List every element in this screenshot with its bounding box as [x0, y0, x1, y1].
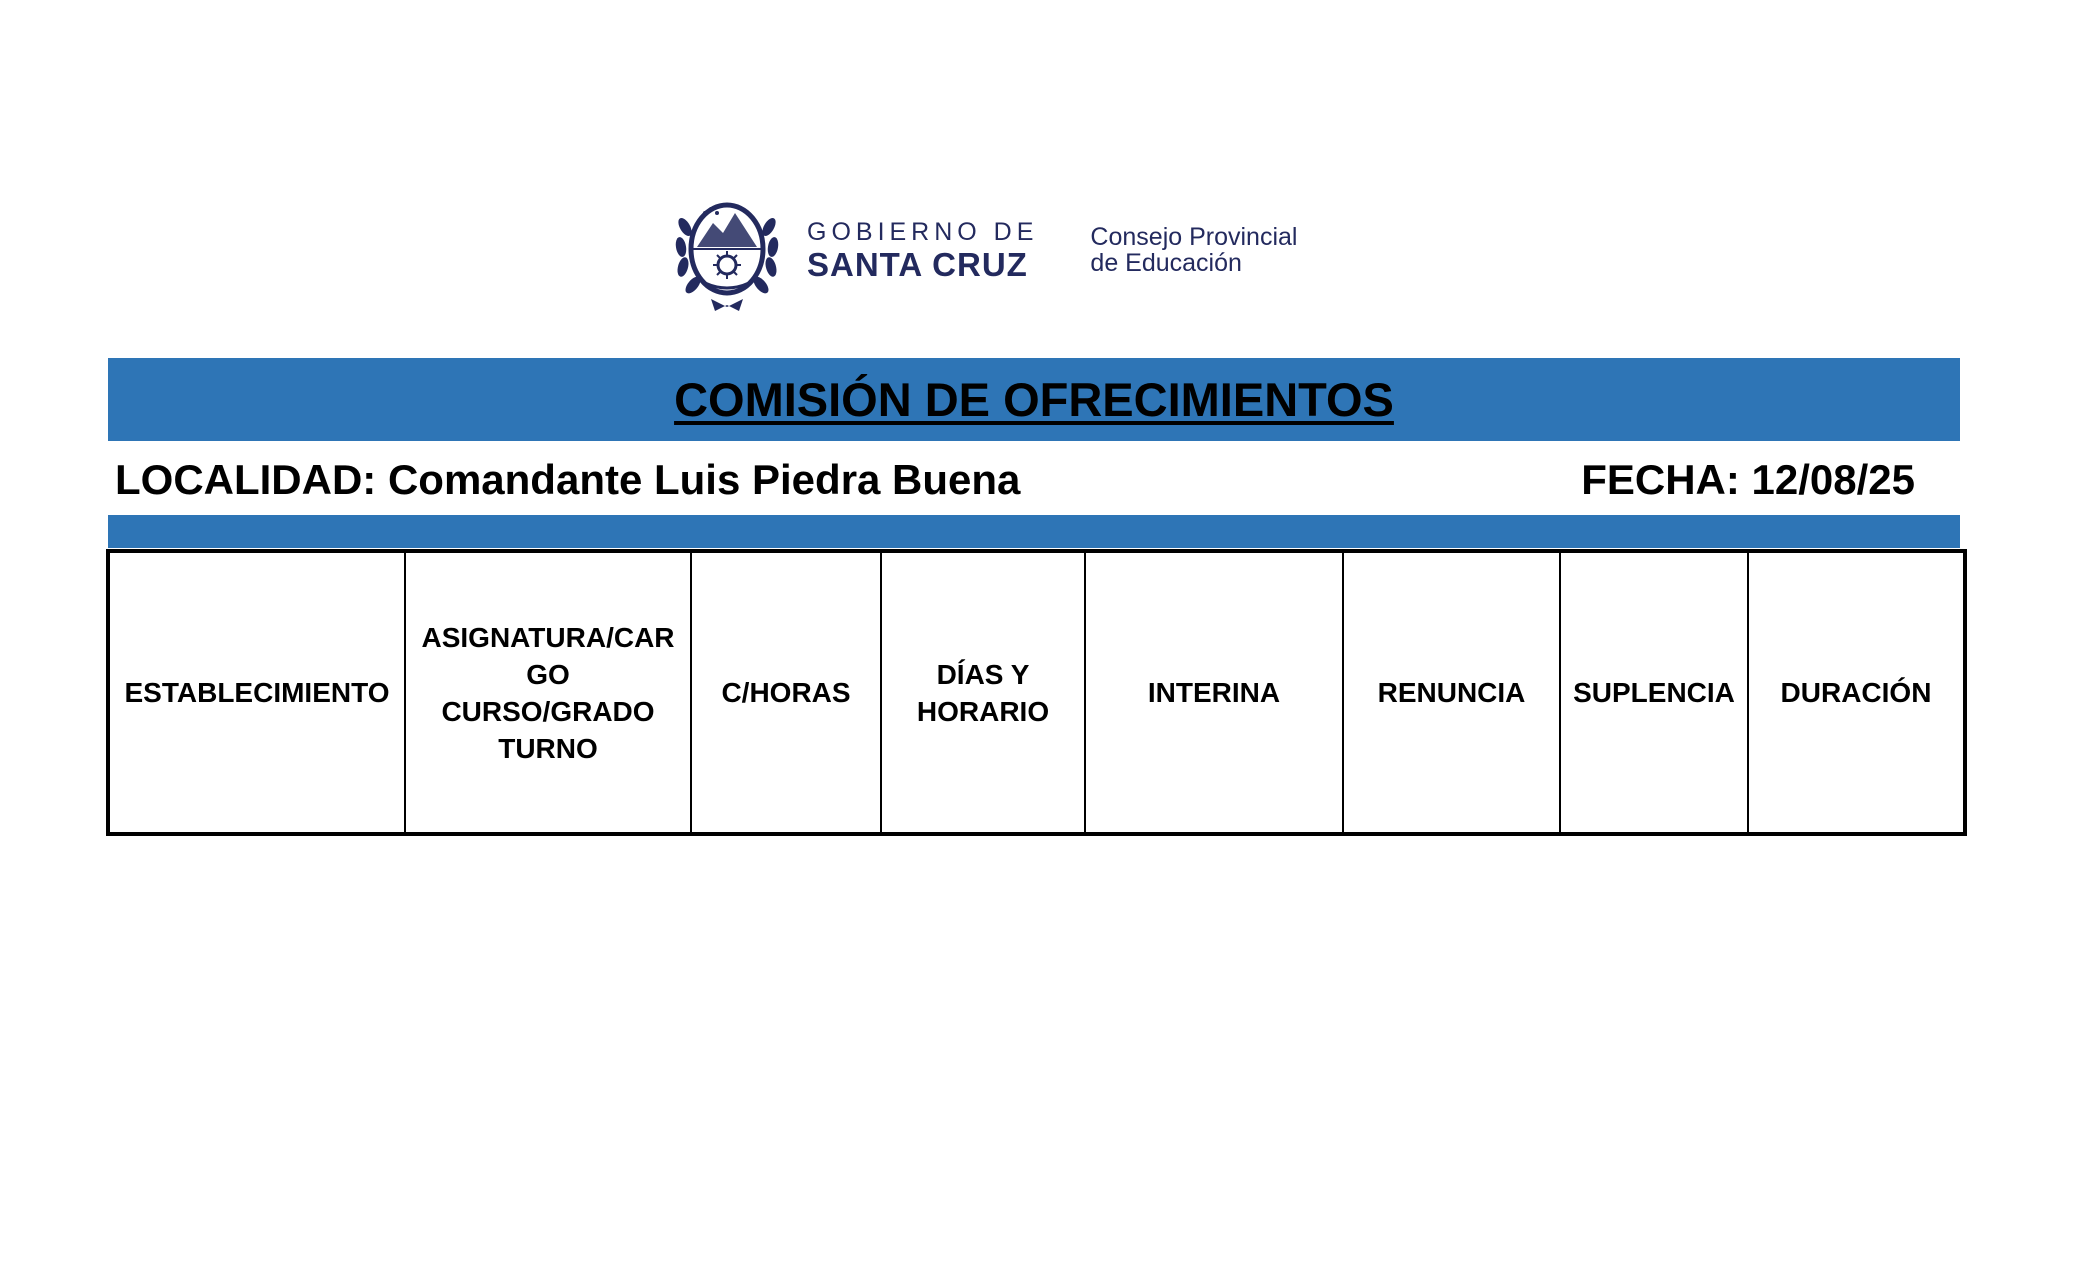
- column-header-line: DÍAS Y: [936, 658, 1030, 690]
- council-line2: de Educación: [1090, 249, 1242, 277]
- column-header: [691, 551, 881, 834]
- column-header: [1085, 551, 1343, 834]
- column-header: [1748, 551, 1965, 834]
- column-header-line: TURNO: [498, 732, 598, 764]
- gov-line1: GOBIERNO DE: [807, 218, 1039, 246]
- column-header-line: ASIGNATURA/CARGO: [421, 621, 675, 690]
- column-header: [1560, 551, 1748, 834]
- column-header: [881, 551, 1085, 834]
- header-logo: [675, 185, 1297, 315]
- column-header: [108, 551, 405, 834]
- page-title: COMISIÓN DE OFRECIMIENTOS: [674, 373, 1394, 426]
- government-wordmark: [807, 217, 1038, 283]
- column-header: [405, 551, 691, 834]
- column-header-line: SUPLENCIA: [1573, 677, 1735, 708]
- column-header-line: INTERINA: [1147, 677, 1281, 708]
- title-bar: [108, 358, 1960, 441]
- council-name: [1090, 224, 1297, 276]
- offers-table: [106, 549, 1967, 836]
- gov-line2: SANTA CRUZ: [807, 246, 1028, 283]
- coat-of-arms-icon: [675, 187, 779, 313]
- column-header-line: CURSO/GRADO: [441, 695, 655, 727]
- column-header-line: DURACIÓN: [1780, 677, 1932, 708]
- info-row: [115, 446, 1915, 516]
- column-header-line: ESTABLECIMIENTO: [124, 677, 390, 708]
- fecha-label: FECHA: 12/08/25: [1581, 456, 1915, 503]
- column-header-line: C/HORAS: [721, 677, 851, 708]
- column-header-line: HORARIO: [916, 695, 1050, 727]
- council-line1: Consejo Provincial: [1090, 223, 1298, 251]
- column-header-line: RENUNCIA: [1377, 677, 1526, 708]
- column-header: [1343, 551, 1560, 834]
- separator-strip: [108, 515, 1960, 548]
- table-header-row: [108, 551, 1965, 834]
- localidad-label: LOCALIDAD: Comandante Luis Piedra Buena: [115, 456, 1021, 503]
